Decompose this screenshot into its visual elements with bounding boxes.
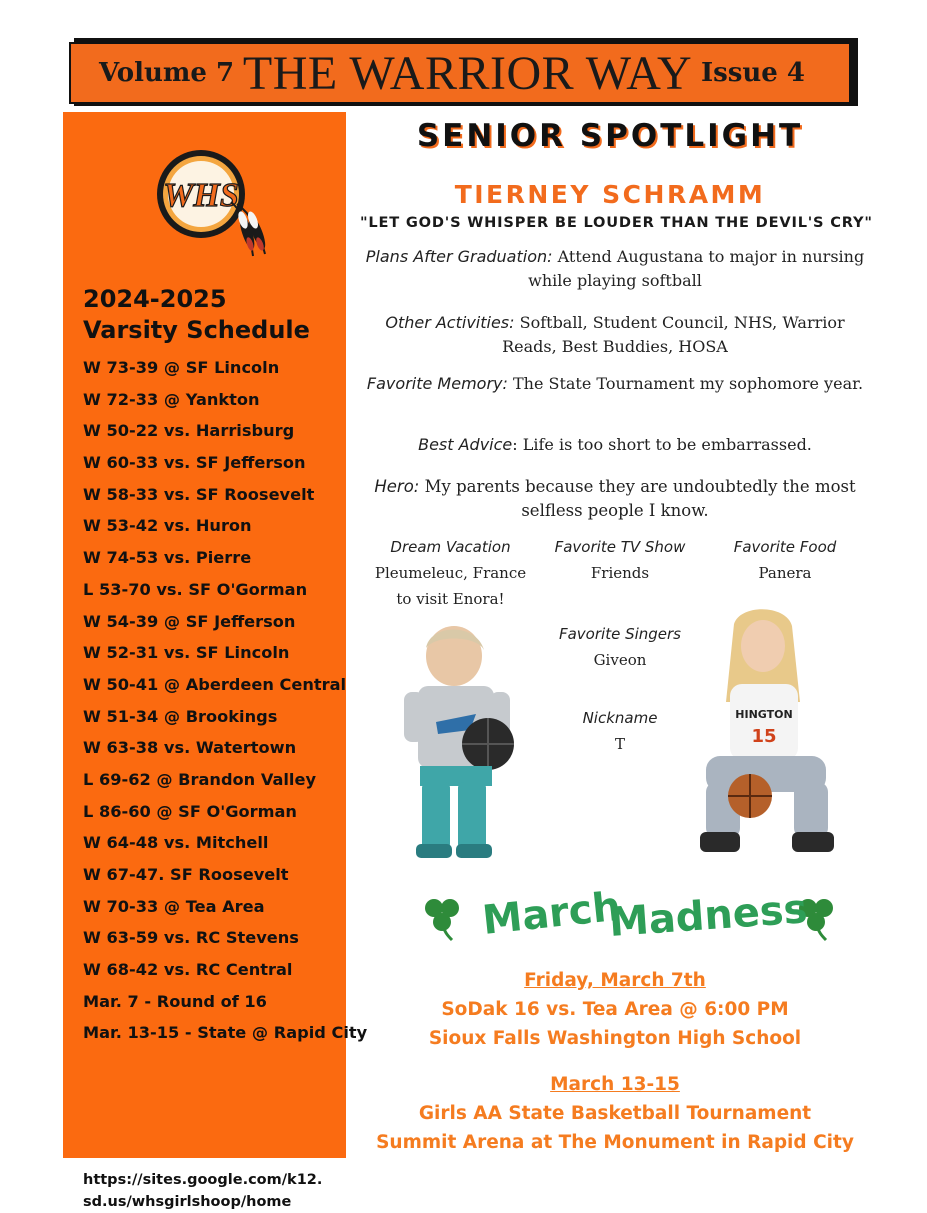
nickname-value: T — [614, 735, 625, 753]
game-result: W 68-42 vs. RC Central — [83, 960, 293, 980]
game-result: W 60-33 vs. SF Jefferson — [83, 453, 306, 473]
favorite-singers — [540, 621, 700, 673]
game-result: W 63-59 vs. RC Stevens — [83, 928, 299, 948]
memory-value: The State Tournament my sophomore year. — [507, 374, 864, 393]
spotlight-title: SENIOR SPOTLIGHT — [416, 118, 804, 154]
game-result: W 74-53 vs. Pierre — [83, 548, 252, 568]
schedule-heading — [83, 284, 348, 346]
upcoming-game: Mar. 7 - Round of 16 — [83, 991, 267, 1011]
event-2-name: Girls AA State Basketball Tournament — [418, 1103, 812, 1124]
whs-logo — [153, 132, 273, 262]
advice-answer — [360, 433, 870, 457]
activities-answer — [360, 311, 870, 359]
singers-label: Favorite Singers — [558, 625, 681, 643]
nickname-label: Nickname — [582, 709, 658, 727]
favorite-tv-show — [540, 534, 700, 586]
dream-vacation-value-2: to visit Enora! — [396, 590, 505, 608]
game-result: W 58-33 vs. SF Roosevelt — [83, 484, 315, 504]
activities-label: Other Activities: — [385, 313, 515, 332]
advice-label: Best Advice — [418, 435, 513, 454]
game-result: W 51-34 @ Brookings — [83, 706, 278, 726]
food-label: Favorite Food — [733, 538, 837, 556]
tv-show-label: Favorite TV Show — [554, 538, 686, 556]
event-1-location: Sioux Falls Washington High School — [428, 1028, 802, 1049]
game-result: L 53-70 vs. SF O'Gorman — [83, 579, 308, 599]
dream-vacation-value-1: Pleumeleuc, France — [374, 564, 527, 582]
team-website-link[interactable] — [83, 1169, 345, 1213]
singers-value: Giveon — [593, 651, 647, 669]
masthead — [69, 42, 851, 104]
game-result: W 52-31 vs. SF Lincoln — [83, 643, 290, 663]
plans-label: Plans After Graduation: — [365, 247, 553, 266]
event-state-tournament — [360, 1070, 870, 1157]
senior-photo — [690, 606, 850, 860]
game-result: L 86-60 @ SF O'Gorman — [83, 801, 297, 821]
dream-vacation — [368, 534, 533, 612]
game-result: W 67-47. SF Roosevelt — [83, 865, 289, 884]
event-1-matchup: SoDak 16 vs. Tea Area @ 6:00 PM — [441, 999, 789, 1020]
senior-name: TIERNEY SCHRAMM — [454, 180, 766, 209]
senior-quote: "LET GOD'S WHISPER BE LOUDER THAN THE DEVIL'S CRY" — [360, 214, 873, 231]
game-result: W 54-39 @ SF Jefferson — [83, 611, 296, 631]
schedule-sidebar — [63, 112, 368, 1210]
game-result: W 70-33 @ Tea Area — [83, 896, 265, 916]
hero-label: Hero: — [374, 477, 420, 496]
link-line-1[interactable]: https://sites.google.com/k12. — [83, 1172, 323, 1188]
schedule-season: 2024-2025 — [83, 285, 227, 313]
game-result: L 69-62 @ Brandon Valley — [83, 769, 317, 789]
advice-value: : Life is too short to be embarrassed. — [512, 435, 812, 454]
event-1-date: Friday, March 7th — [524, 970, 706, 991]
issue-label: Issue 4 — [700, 58, 805, 88]
svg-text:HINGTON: HINGTON — [735, 708, 793, 721]
nickname — [540, 705, 700, 757]
madness-word: Madness — [607, 886, 809, 946]
tv-show-value: Friends — [590, 564, 650, 582]
event-2-location: Summit Arena at The Monument in Rapid City — [376, 1132, 854, 1153]
game-result: W 72-33 @ Yankton — [83, 389, 260, 409]
memory-label: Favorite Memory: — [366, 374, 508, 393]
logo-text: WHS — [163, 177, 239, 214]
activities-value: Softball, Student Council, NHS, Warrior Reads, Best Buddies, HOSA — [502, 313, 845, 356]
event-round-of-16 — [360, 966, 870, 1053]
game-result: W 50-22 vs. Harrisburg — [83, 421, 295, 441]
game-results-list — [83, 352, 368, 1049]
shamrock-icon — [425, 899, 459, 940]
svg-text:15: 15 — [751, 726, 777, 747]
memory-answer — [360, 372, 870, 396]
hero-answer — [360, 475, 870, 523]
game-result: W 53-42 vs. Huron — [83, 516, 252, 536]
favorite-food — [710, 534, 860, 586]
newsletter-title: THE WARRIOR WAY — [242, 46, 693, 100]
game-result: W 73-39 @ SF Lincoln — [83, 358, 280, 377]
link-line-2[interactable]: sd.us/whsgirlshoop/home — [83, 1194, 292, 1210]
upcoming-game: Mar. 13-15 - State @ Rapid City — [83, 1023, 368, 1043]
plans-value: Attend Augustana to major in nursing while playing softball — [528, 247, 865, 290]
schedule-title: Varsity Schedule — [83, 316, 310, 344]
game-result: W 50-41 @ Aberdeen Central — [83, 674, 347, 694]
hero-value: My parents because they are undoubtedly the most selfless people I know. — [419, 477, 856, 520]
march-madness-logo — [420, 872, 840, 962]
game-result: W 64-48 vs. Mitchell — [83, 833, 269, 853]
plans-answer — [360, 245, 870, 293]
march-word: March — [480, 883, 624, 944]
event-2-date: March 13-15 — [550, 1074, 680, 1095]
volume-label: Volume 7 — [99, 58, 235, 88]
food-value: Panera — [758, 564, 812, 582]
game-result: W 63-38 vs. Watertown — [83, 738, 297, 758]
toddler-photo — [396, 618, 532, 860]
dream-vacation-label: Dream Vacation — [390, 538, 511, 556]
